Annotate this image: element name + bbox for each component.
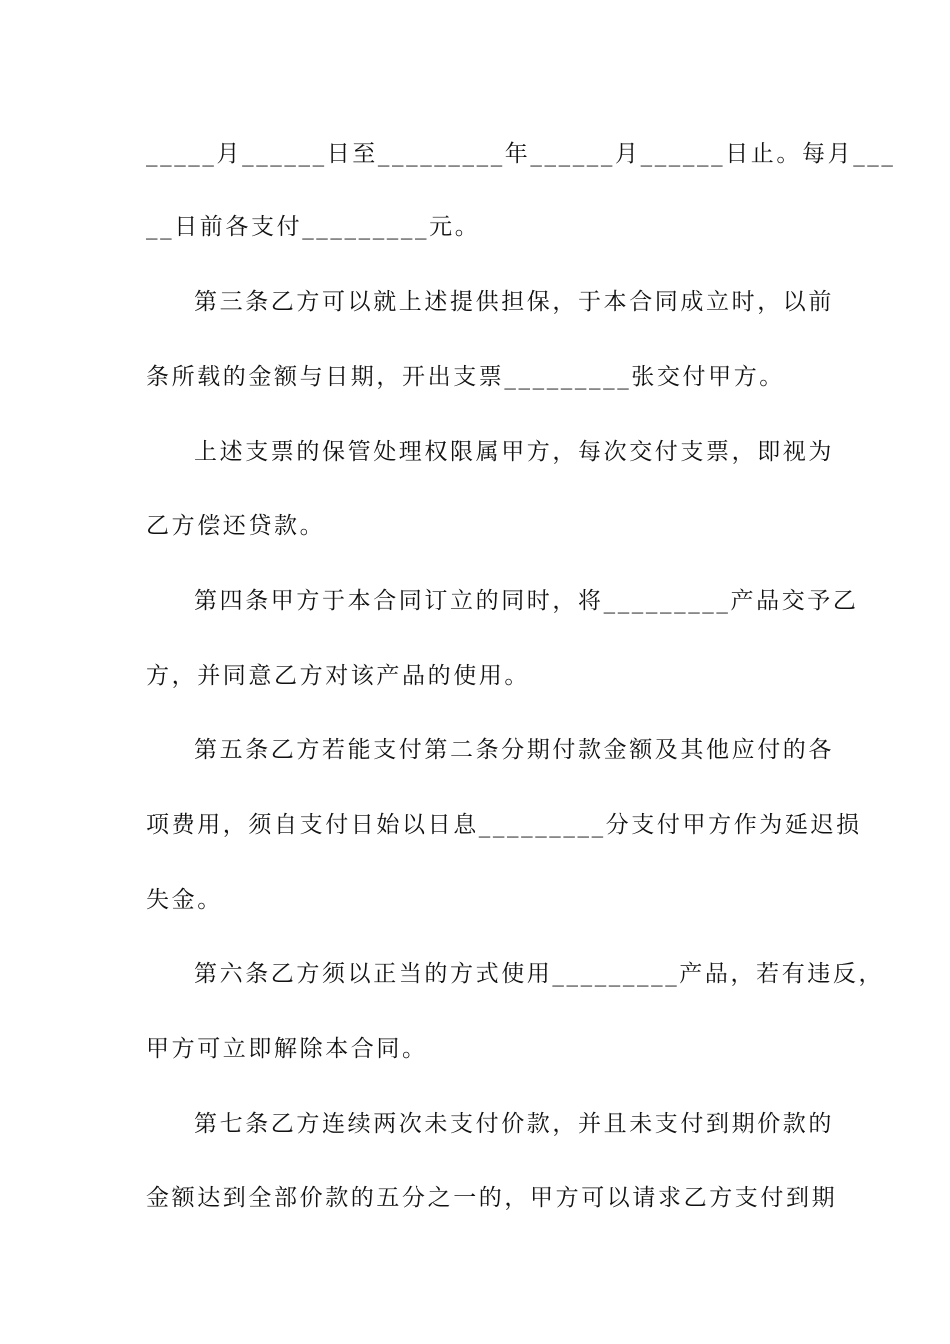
text-line: 甲方可立即解除本合同。 [146, 1036, 428, 1062]
paragraph-start-line: 第五条乙方若能支付第二条分期付款金额及其他应付的各 [194, 737, 834, 763]
text-line: 条所载的金额与日期，开出支票_________张交付甲方。 [146, 364, 785, 390]
paragraph-start-line: 第三条乙方可以就上述提供担保，于本合同成立时，以前 [194, 289, 834, 315]
paragraph-start-line: 上述支票的保管处理权限属甲方，每次交付支票，即视为 [194, 439, 834, 465]
text-line: 方，并同意乙方对该产品的使用。 [146, 663, 530, 689]
text-line: _____月______日至_________年______月______日止。每月___ [146, 141, 896, 167]
text-line: 项费用，须自支付日始以日息_________分支付甲方作为延迟损 [146, 812, 862, 838]
text-line: __日前各支付_________元。 [146, 214, 481, 240]
text-line: 金额达到全部价款的五分之一的，甲方可以请求乙方支付到期 [146, 1185, 838, 1211]
text-line: 失金。 [146, 887, 223, 913]
paragraph-start-line: 第七条乙方连续两次未支付价款，并且未支付到期价款的 [194, 1111, 834, 1137]
text-line: 乙方偿还贷款。 [146, 513, 326, 539]
paragraph-start-line: 第四条甲方于本合同订立的同时，将_________产品交予乙 [194, 588, 859, 614]
paragraph-start-line: 第六条乙方须以正当的方式使用_________产品，若有违反， [194, 961, 885, 987]
